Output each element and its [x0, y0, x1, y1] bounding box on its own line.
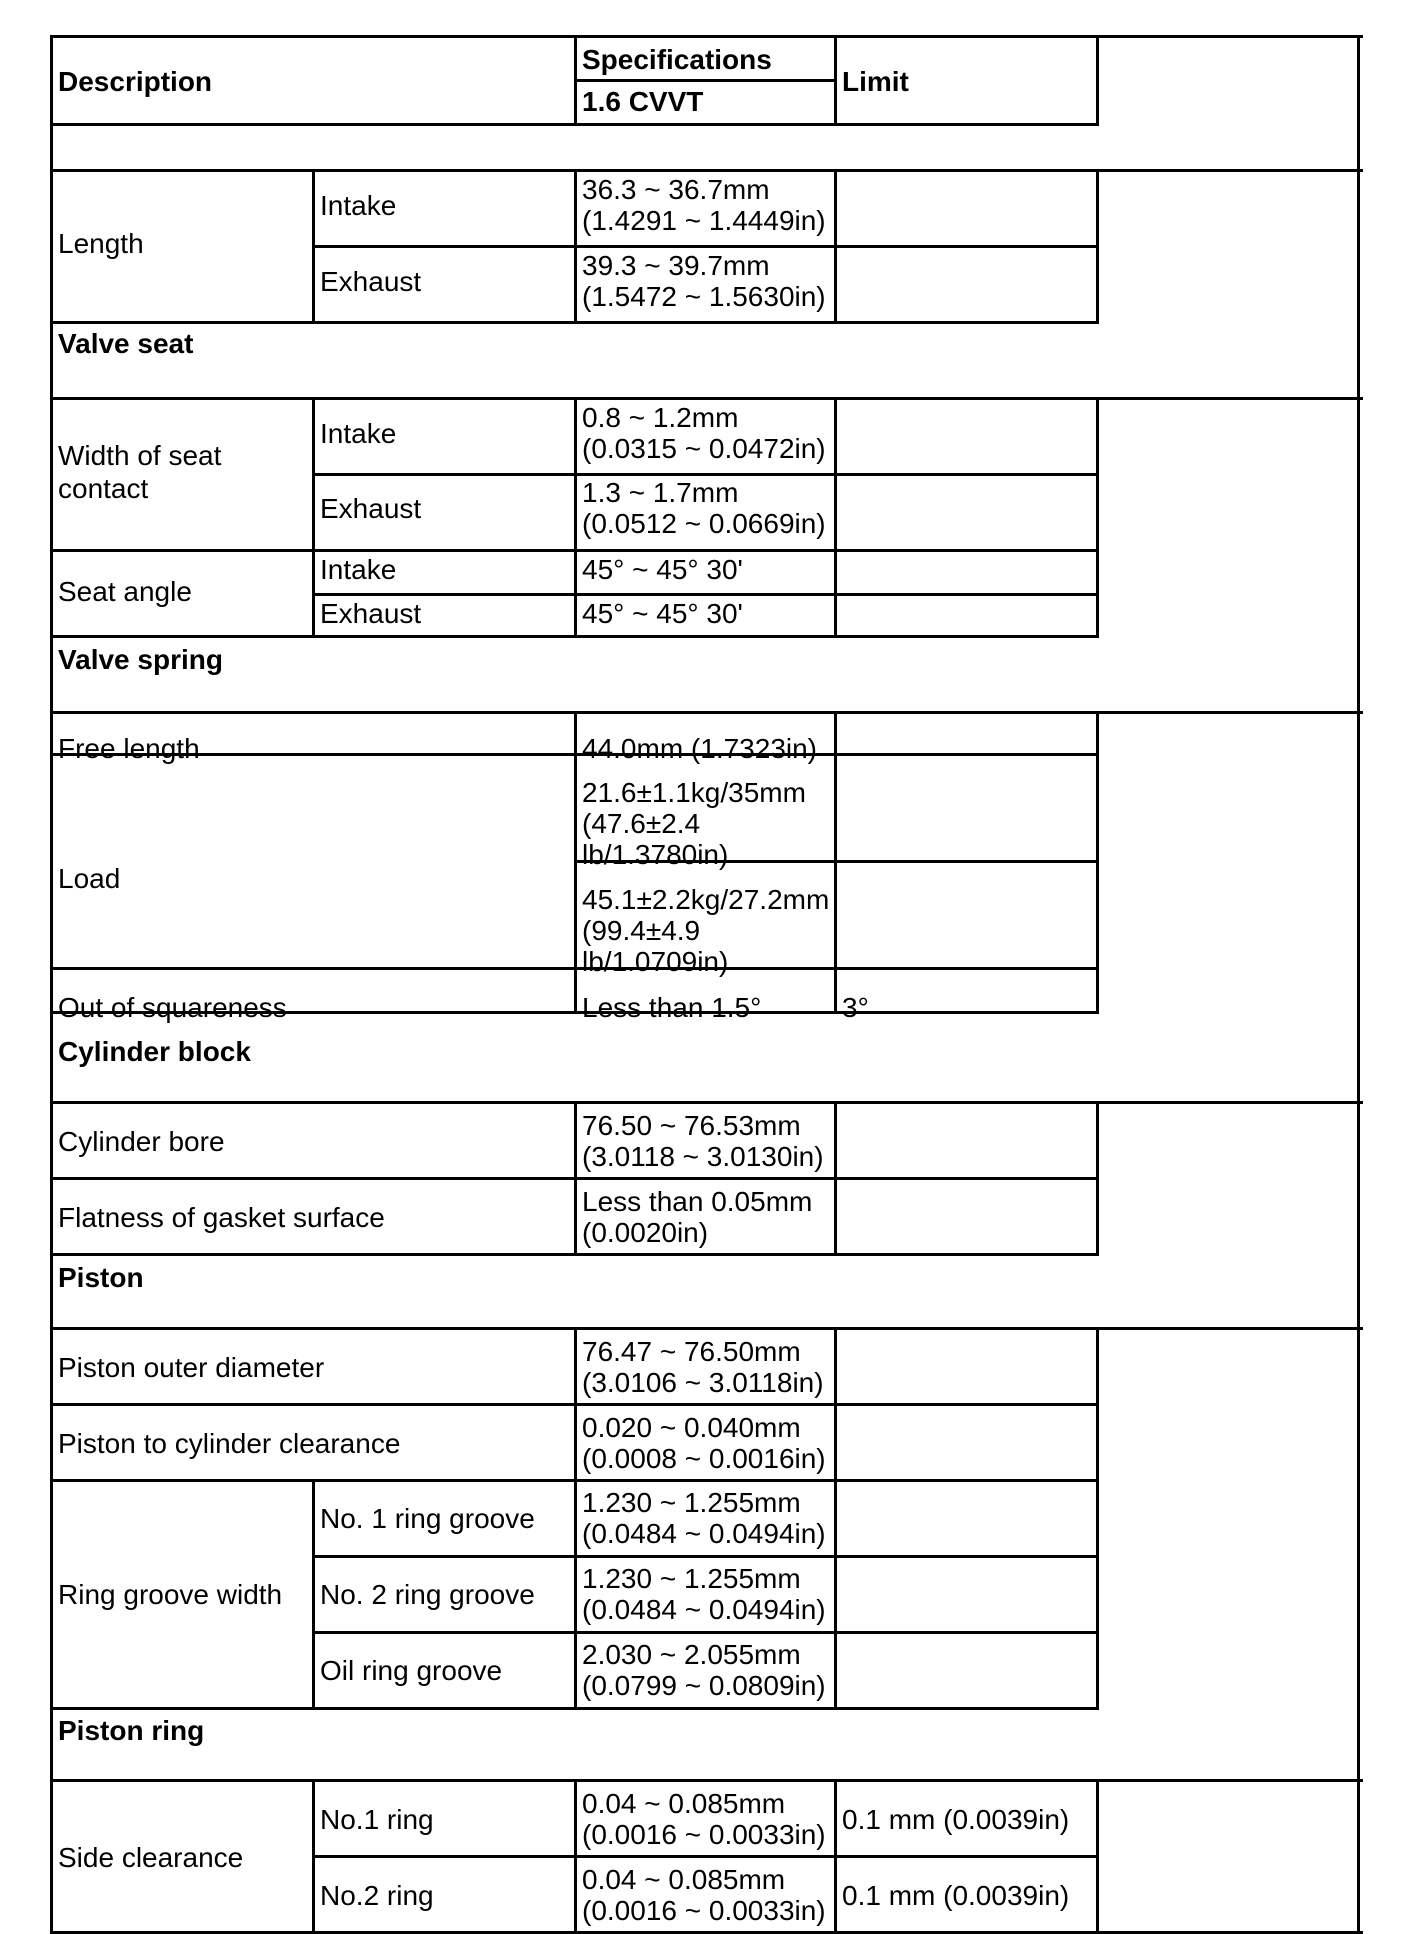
grid-line-v-4: [1096, 35, 1099, 126]
grid-line-v-9: [312, 397, 315, 638]
length-exhaust-label: Exhaust: [320, 266, 422, 297]
grid-line-h-5: [312, 245, 1099, 248]
length-label: Length: [58, 228, 144, 259]
flatness-label: Flatness of gasket surface: [58, 1202, 385, 1233]
grid-line-v-23: [312, 1779, 315, 1934]
grid-line-v-21: [834, 1327, 837, 1710]
seat-angle-label: Seat angle: [58, 576, 192, 607]
grid-line-h-24: [312, 1631, 1099, 1634]
grid-line-h-7: [50, 397, 1363, 400]
seat-width-exhaust-label: Exhaust: [320, 493, 422, 524]
side-clearance-label: Side clearance: [58, 1842, 244, 1873]
grid-line-h-27: [312, 1855, 1099, 1858]
header-engine: 1.6 CVVT: [582, 86, 704, 117]
grid-line-v-12: [1096, 397, 1099, 638]
grid-line-v-6: [574, 169, 577, 324]
grid-line-v-13: [574, 711, 577, 1014]
length-intake-label: Intake: [320, 190, 397, 221]
grid-line-h-4: [50, 169, 1363, 172]
grid-line-h-17: [50, 1101, 1363, 1104]
groove-oil-label: Oil ring groove: [320, 1655, 503, 1686]
grid-line-v-5: [312, 169, 315, 324]
grid-line-v-22: [1096, 1327, 1099, 1710]
piston-outer-spec-2: (3.0106 ~ 3.0118in): [582, 1367, 824, 1398]
grid-line-v-0: [50, 35, 53, 1934]
grid-line-v-11: [834, 397, 837, 638]
piston-clearance-label: Piston to cylinder clearance: [58, 1428, 401, 1459]
load-spec-1-line-2: (47.6±2.4: [582, 808, 701, 839]
valve-seat-title: Valve seat: [58, 328, 194, 359]
ring-2-limit: 0.1 mm (0.0039in): [842, 1880, 1070, 1911]
seat-width-intake-spec-1: 0.8 ~ 1.2mm: [582, 402, 739, 433]
cylinder-block-title: Cylinder block: [58, 1036, 251, 1067]
seat-width-exhaust-spec-2: (0.0512 ~ 0.0669in): [582, 508, 826, 539]
piston-ring-title: Piston ring: [58, 1715, 205, 1746]
length-intake-spec-2: (1.4291 ~ 1.4449in): [582, 205, 826, 236]
seat-angle-intake-spec: 45° ~ 45° 30': [582, 554, 743, 585]
grid-line-h-23: [312, 1555, 1099, 1558]
bore-label: Cylinder bore: [58, 1126, 225, 1157]
grid-line-h-10: [312, 593, 1099, 596]
seat-width-intake-label: Intake: [320, 418, 397, 449]
grid-line-v-10: [574, 397, 577, 638]
ring-1-spec-1: 0.04 ~ 0.085mm: [582, 1788, 786, 1819]
grid-line-h-0: [50, 35, 1363, 38]
length-exhaust-spec-2: (1.5472 ~ 1.5630in): [582, 281, 826, 312]
grid-line-v-20: [574, 1327, 577, 1710]
ring-2-label: No.2 ring: [320, 1880, 434, 1911]
free-length-spec: 44.0mm (1.7323in): [582, 733, 818, 764]
grid-line-v-3: [834, 35, 837, 126]
grid-line-h-1: [574, 79, 837, 82]
spec-sheet: [50, 36, 1360, 1926]
seat-width-label-2: contact: [58, 473, 149, 504]
grid-line-h-8: [312, 473, 1099, 476]
groove-oil-spec-2: (0.0799 ~ 0.0809in): [582, 1670, 826, 1701]
squareness-spec: Less than 1.5°: [582, 992, 762, 1023]
load-spec-1-line-1: 21.6±1.1kg/35mm: [582, 777, 806, 808]
bore-spec-1: 76.50 ~ 76.53mm: [582, 1110, 801, 1141]
ring-1-spec-2: (0.0016 ~ 0.0033in): [582, 1819, 826, 1850]
grid-line-v-24: [574, 1779, 577, 1934]
grid-line-v-18: [1096, 1101, 1099, 1256]
piston-title: Piston: [58, 1262, 144, 1293]
length-exhaust-spec-1: 39.3 ~ 39.7mm: [582, 250, 770, 281]
groove-2-label: No. 2 ring groove: [320, 1579, 535, 1610]
squareness-label: Out of squareness: [58, 992, 287, 1023]
load-spec-1-line-3: lb/1.3780in): [582, 839, 729, 870]
groove-1-spec-1: 1.230 ~ 1.255mm: [582, 1487, 801, 1518]
grid-line-v-19: [312, 1479, 315, 1710]
grid-line-v-26: [1096, 1779, 1099, 1934]
piston-clearance-spec-1: 0.020 ~ 0.040mm: [582, 1412, 801, 1443]
grid-line-v-25: [834, 1779, 837, 1934]
seat-width-intake-spec-2: (0.0315 ~ 0.0472in): [582, 433, 826, 464]
groove-width-label: Ring groove width: [58, 1579, 283, 1610]
grid-line-v-14: [834, 711, 837, 1014]
ring-2-spec-2: (0.0016 ~ 0.0033in): [582, 1895, 826, 1926]
squareness-limit: 3°: [842, 992, 869, 1023]
load-label: Load: [58, 863, 121, 894]
grid-line-h-20: [50, 1327, 1363, 1330]
grid-line-v-8: [1096, 169, 1099, 324]
flatness-spec-1: Less than 0.05mm: [582, 1186, 813, 1217]
bore-spec-2: (3.0118 ~ 3.0130in): [582, 1141, 824, 1172]
piston-outer-spec-1: 76.47 ~ 76.50mm: [582, 1336, 801, 1367]
ring-1-limit: 0.1 mm (0.0039in): [842, 1804, 1070, 1835]
seat-angle-exhaust-spec: 45° ~ 45° 30': [582, 598, 743, 629]
piston-clearance-spec-2: (0.0008 ~ 0.0016in): [582, 1443, 826, 1474]
seat-width-label-1: Width of seat: [58, 440, 222, 471]
length-intake-spec-1: 36.3 ~ 36.7mm: [582, 174, 770, 205]
grid-line-v-7: [834, 169, 837, 324]
ring-1-label: No.1 ring: [320, 1804, 434, 1835]
header-description: Description: [58, 66, 213, 97]
seat-angle-exhaust-label: Exhaust: [320, 598, 422, 629]
load-spec-2-line-3: lb/1.0709in): [582, 946, 729, 977]
load-spec-2-line-1: 45.1±2.2kg/27.2mm: [582, 884, 830, 915]
groove-2-spec-1: 1.230 ~ 1.255mm: [582, 1563, 801, 1594]
grid-line-v-17: [834, 1101, 837, 1256]
free-length-label: Free length: [58, 733, 200, 764]
grid-line-v-15: [1096, 711, 1099, 1014]
load-spec-2-line-2: (99.4±4.9: [582, 915, 701, 946]
header-limit: Limit: [842, 66, 909, 97]
flatness-spec-2: (0.0020in): [582, 1217, 709, 1248]
ring-2-spec-1: 0.04 ~ 0.085mm: [582, 1864, 786, 1895]
grid-line-h-26: [50, 1779, 1363, 1782]
groove-1-spec-2: (0.0484 ~ 0.0494in): [582, 1518, 826, 1549]
grid-line-v-1: [1357, 35, 1360, 1934]
groove-2-spec-2: (0.0484 ~ 0.0494in): [582, 1594, 826, 1625]
grid-line-h-12: [50, 711, 1363, 714]
grid-line-v-16: [574, 1101, 577, 1256]
seat-width-exhaust-spec-1: 1.3 ~ 1.7mm: [582, 477, 739, 508]
header-specifications: Specifications: [582, 44, 772, 75]
grid-line-v-2: [574, 35, 577, 126]
valve-spring-title: Valve spring: [58, 644, 223, 675]
groove-1-label: No. 1 ring groove: [320, 1503, 535, 1534]
groove-oil-spec-1: 2.030 ~ 2.055mm: [582, 1639, 801, 1670]
seat-angle-intake-label: Intake: [320, 554, 397, 585]
piston-outer-label: Piston outer diameter: [58, 1352, 325, 1383]
